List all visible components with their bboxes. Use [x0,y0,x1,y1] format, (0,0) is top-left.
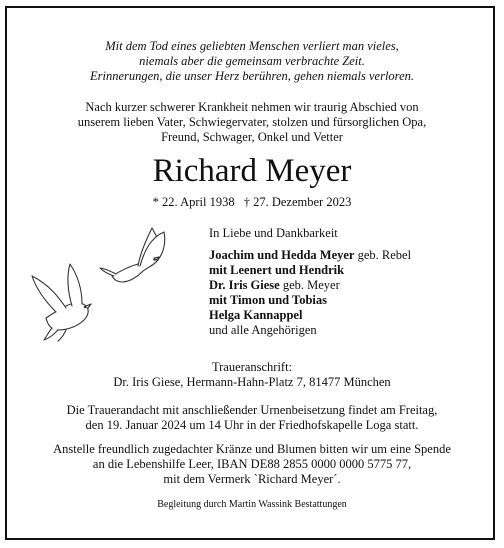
mourners-footer: und alle Angehörigen [209,323,317,337]
donation-line-3: mit dem Vermerk `Richard Meyer´. [163,472,341,486]
undertaker-credit: Begleitung durch Martin Wassink Bestattungen [157,499,347,510]
poem-line-3: Erinnerungen, die unser Herz berühren, gehen niemals verloren. [89,69,414,83]
donation-line-2: an die Lebenshilfe Leer, IBAN DE88 2855 0000 0000 5775 77, [92,457,412,471]
donation-line-1: Anstelle freundlich zugedachter Kränze und Blumen bitten wir um eine Spende [53,442,451,456]
intro-line-1: Nach kurzer schwerer Krankheit nehmen wir traurig Abschied von [85,100,419,114]
service-line-1: Die Trauerandacht mit anschließender Urnenbeisetzung findet am Freitag, [66,403,438,417]
deceased-name: Richard Meyer [152,153,352,189]
life-dates [0,195,504,210]
birth-date: * 22. April 1938 [152,195,235,209]
mourner-row: mit Timon und Tobias [209,293,328,307]
doves-icon [26,226,176,342]
mourner-row: mit Leenert und Hendrik [209,263,345,277]
poem-line-1: Mit dem Tod eines geliebten Menschen verliert man vieles, [105,39,399,53]
poem-line-2: niemals aber die gemeinsam verbrachte Zeit. [139,54,365,68]
service-line-2: den 19. Januar 2024 um 14 Uhr in der Friedhofskapelle Loga statt. [85,418,419,432]
mourner-row: Dr. Iris Giese geb. Meyer [209,278,340,292]
intro-line-2: unserem lieben Vater, Schwiegervater, stolzen und fürsorglichen Opa, [77,115,427,129]
intro-line-3: Freund, Schwager, Onkel und Vetter [161,130,343,144]
mourner-row: Joachim und Hedda Meyer geb. Rebel [209,248,412,262]
mourners-heading: In Liebe und Dankbarkeit [209,226,338,240]
address-heading: Traueranschrift: [211,360,293,374]
mourner-row: Helga Kannappel [209,308,303,322]
address-line: Dr. Iris Giese, Hermann-Hahn-Platz 7, 81477 München [113,375,391,389]
death-date: † 27. Dezember 2023 [243,195,352,209]
mourners-list [209,226,411,338]
